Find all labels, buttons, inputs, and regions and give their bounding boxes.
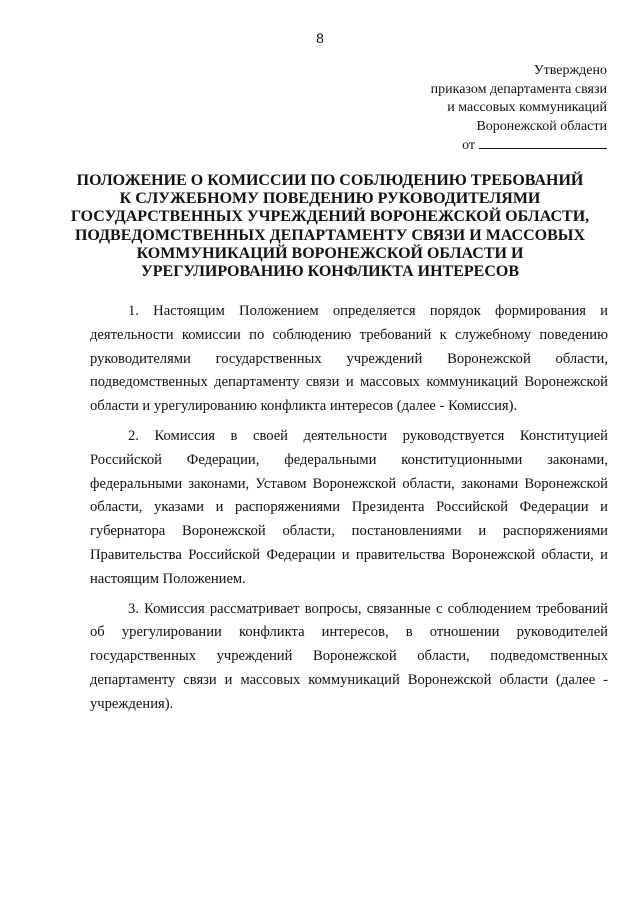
title-line-5: КОММУНИКАЦИЙ ВОРОНЕЖСКОЙ ОБЛАСТИ И — [136, 244, 524, 262]
approval-date-line — [431, 136, 607, 156]
title-line-6: УРЕГУЛИРОВАНИЮ КОНФЛИКТА ИНТЕРЕСОВ — [141, 263, 519, 281]
date-blank-underline — [479, 136, 607, 149]
document-body — [90, 300, 608, 723]
title-line-3: ГОСУДАРСТВЕННЫХ УЧРЕЖДЕНИЙ ВОРОНЕЖСКОЙ ОБЛАСТИ, — [70, 208, 590, 226]
approval-line-1: Утверждено — [533, 63, 607, 78]
paragraph-3: 3. Комиссия рассматривает вопросы, связанные с соблюдением требований об урегулировании конфликта интересов, в отношении руководителей государственных учреждений Воронежской области, подведомственных департаменту связи и массовых коммуникаций Воронежской области (далее - учреждения). — [90, 600, 608, 712]
page-number: 8 — [316, 30, 324, 46]
title-line-2: К СЛУЖЕБНОМУ ПОВЕДЕНИЮ РУКОВОДИТЕЛЯМИ — [119, 190, 541, 208]
approval-date-prefix: от — [462, 138, 475, 153]
title-line-4: ПОДВЕДОМСТВЕННЫХ ДЕПАРТАМЕНТУ СВЯЗИ И МАССОВЫХ — [74, 226, 586, 244]
title-line-1: ПОЛОЖЕНИЕ О КОМИССИИ ПО СОБЛЮДЕНИЮ ТРЕБОВАНИЙ — [76, 172, 584, 189]
paragraph-2: 2. Комиссия в своей деятельности руководствуется Конституцией Российской Федерации, федеральными конституционными законами, федеральными законами, Уставом Воронежской области, законами Воронежской области, указами и распоряжениями Президента Российской Федерации и губернатора Воронежской области, постановлениями и распоряжениями Правительства Российской Федерации и правительства Воронежской области, и настоящим Положением. — [90, 427, 608, 587]
approval-line-3: и массовых коммуникаций — [447, 100, 607, 115]
approval-line-4: Воронежской области — [476, 118, 607, 134]
paragraph-1: 1. Настоящим Положением определяется порядок формирования и деятельности комиссии по соблюдению требований к служебному поведению руководителями государственных учреждений Воронежской области, подведомственных департаменту связи и массовых коммуникаций Воронежской области и урегулированию конфликта интересов (далее - Комиссия). — [90, 303, 608, 415]
document-title — [70, 172, 590, 281]
approval-line-2: приказом департамента связи — [430, 81, 607, 97]
approval-block — [431, 62, 607, 156]
